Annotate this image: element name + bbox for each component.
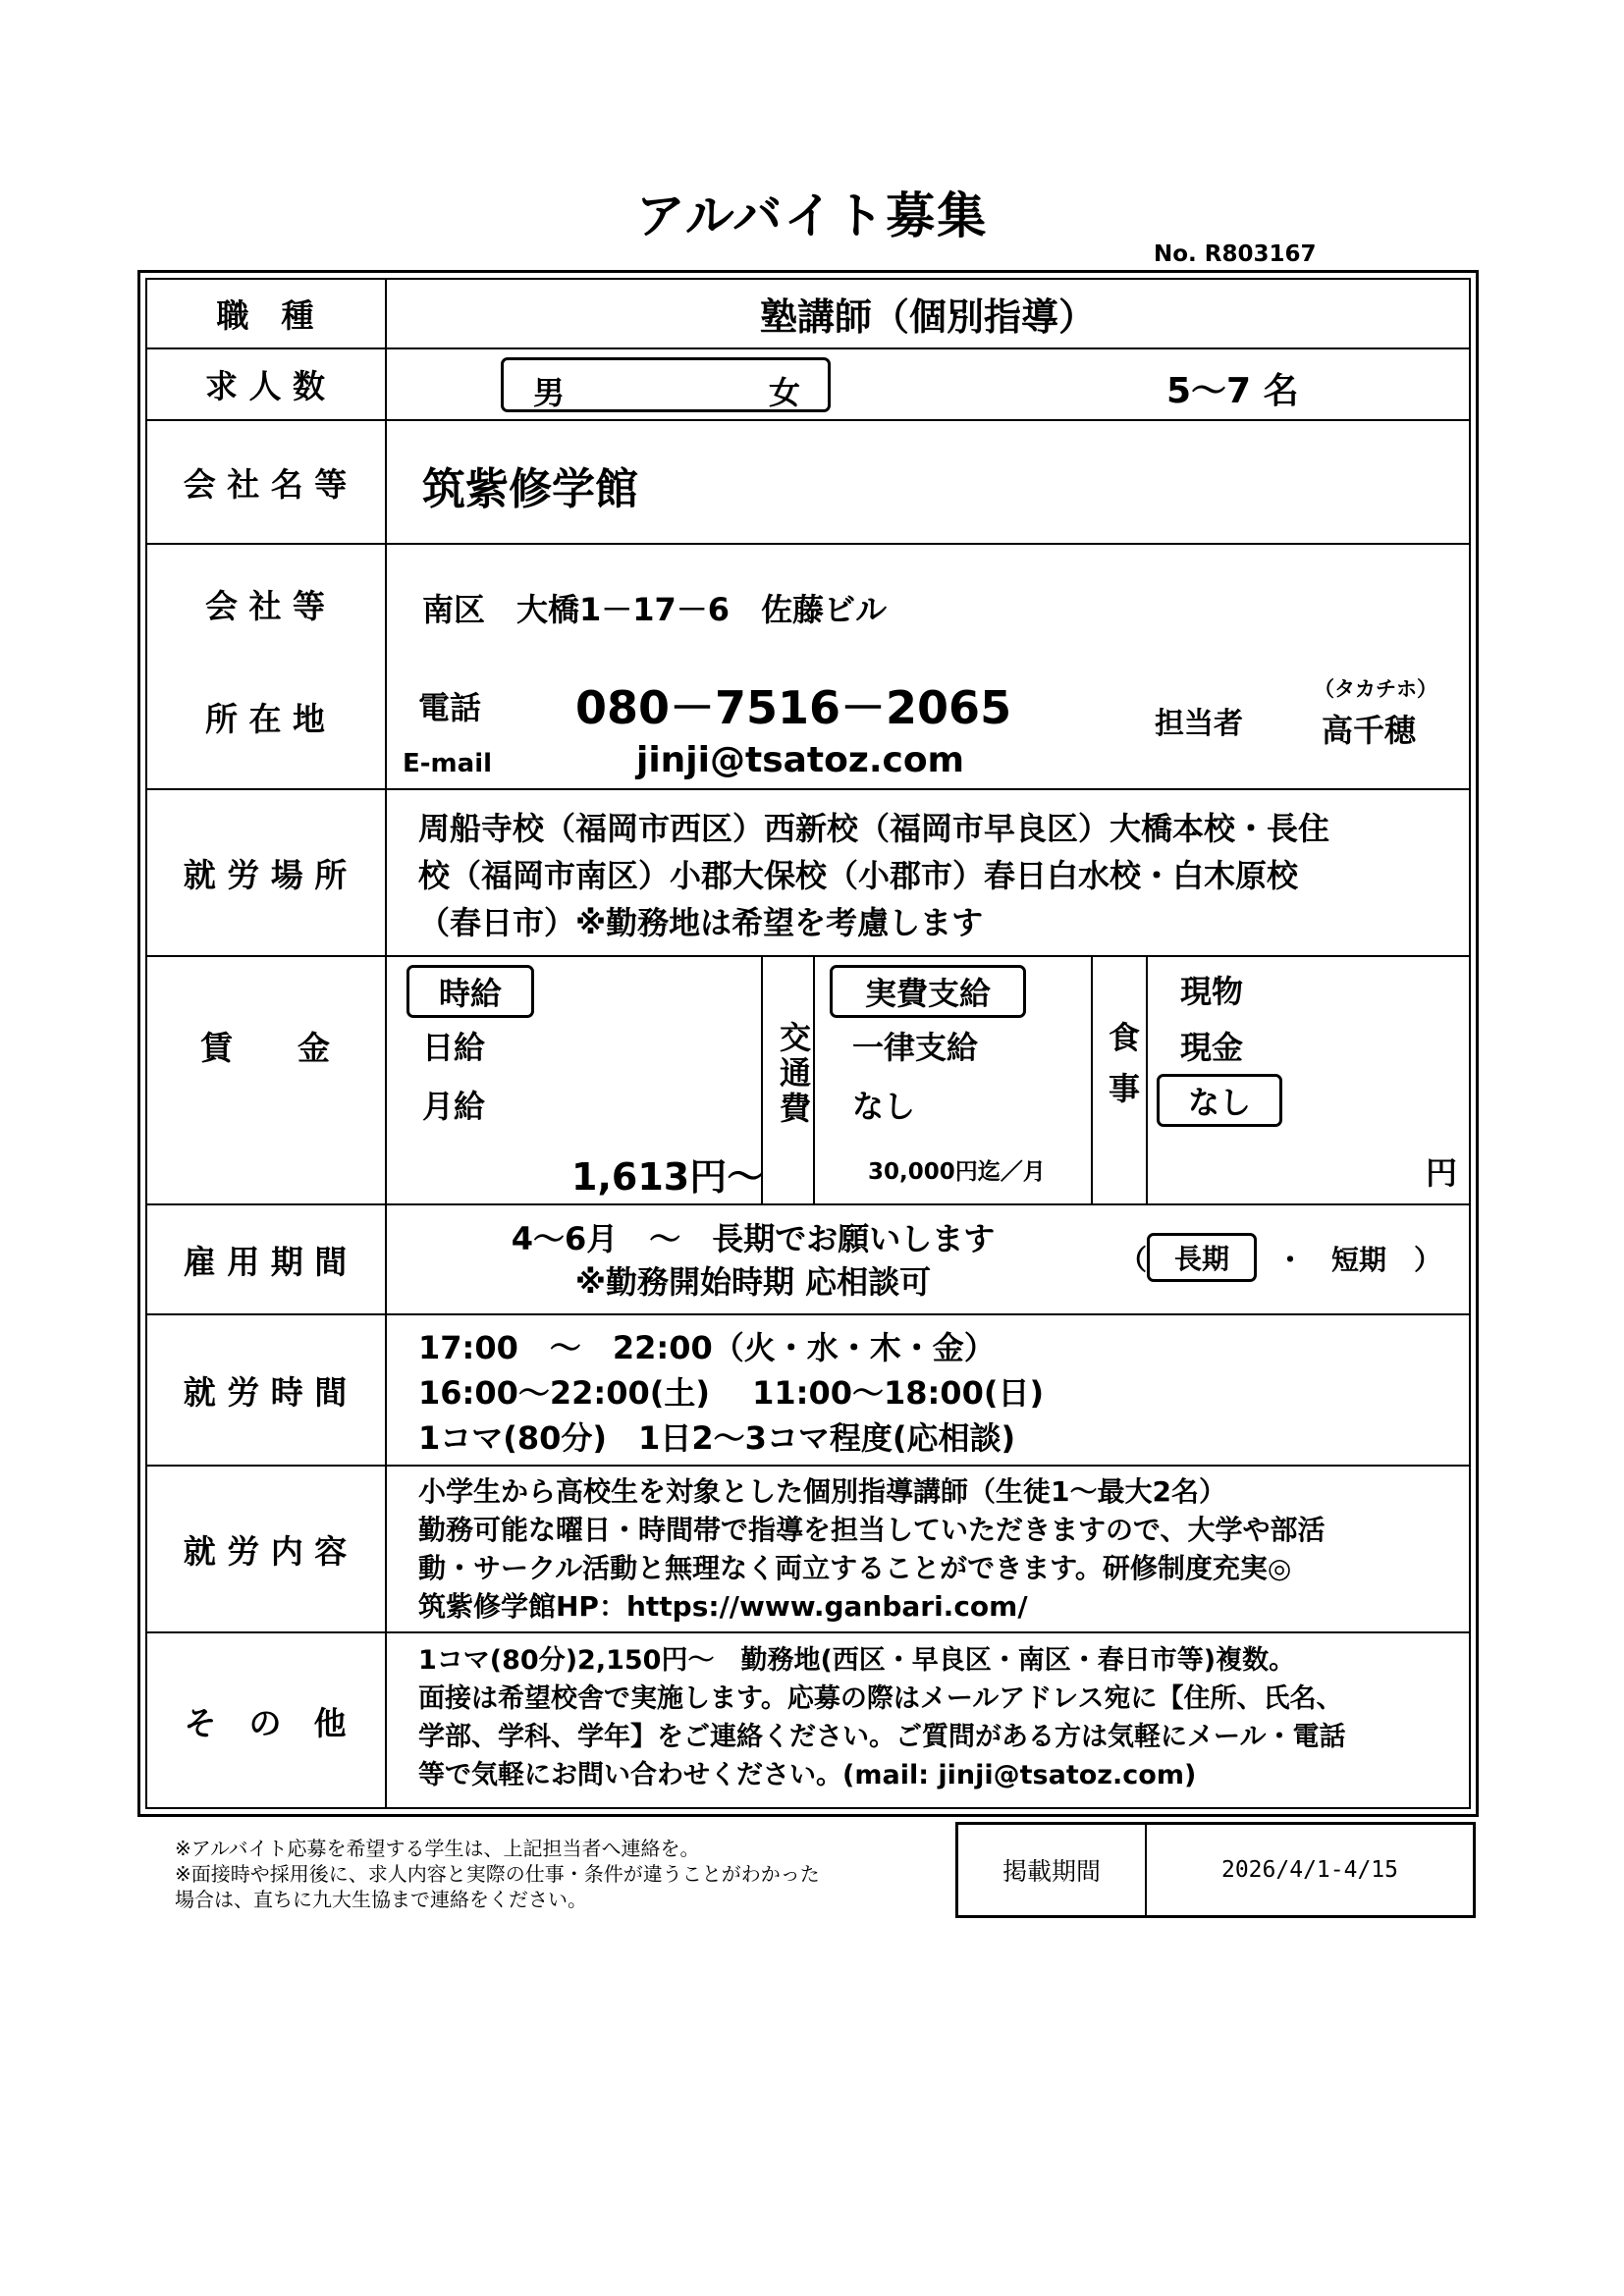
gender-female: 女 xyxy=(769,374,801,411)
wage-divider xyxy=(1091,955,1093,1203)
content-line: 筑紫修学館HP：https://www.ganbari.com/ xyxy=(418,1590,1028,1623)
email-label: E-mail xyxy=(403,749,493,778)
wage-type-daily: 日給 xyxy=(422,1029,486,1066)
phone-number: 080－7516－2065 xyxy=(575,681,1012,734)
label-headcount: 求 人 数 xyxy=(205,367,325,405)
company-address: 南区 大橋1－17－6 佐藤ビル xyxy=(422,591,888,628)
wage-amount: 1,613円〜 xyxy=(571,1155,765,1199)
gender-male: 男 xyxy=(533,374,566,411)
headcount-value: 5〜7 名 xyxy=(1166,371,1299,411)
meal-option-cash: 現金 xyxy=(1180,1029,1244,1066)
content-line: 小学生から高校生を対象とした個別指導講師（生徒1〜最大2名） xyxy=(418,1475,1226,1508)
label-content: 就 労 内 容 xyxy=(183,1531,348,1571)
label-company-location-2: 所 在 地 xyxy=(205,699,325,738)
hours-text xyxy=(418,1325,1044,1461)
email-address[interactable]: jinji@tsatoz.com xyxy=(636,740,965,780)
other-text xyxy=(418,1641,1345,1794)
workplace-line: 校（福岡市南区）小郡大保校（小郡市）春日白水校・白木原校 xyxy=(418,857,1299,894)
footer-note: ※面接時や採用後に、求人内容と実際の仕事・条件が違うことがわかった xyxy=(175,1862,820,1886)
transport-option-flat: 一律支給 xyxy=(852,1029,979,1066)
wage-type-hourly: 時給 xyxy=(406,965,534,1018)
contact-kana: （タカチホ） xyxy=(1314,677,1437,701)
document-number: No. R803167 xyxy=(1154,241,1317,267)
content-line: 勤務可能な曜日・時間帯で指導を担当していただきますので、大学や部活 xyxy=(418,1514,1326,1546)
meal-unit: 円 xyxy=(1426,1154,1458,1192)
label-hours: 就 労 時 間 xyxy=(183,1372,348,1412)
period-line-1: 4〜6月 〜 長期でお願いします xyxy=(511,1220,996,1257)
wage-divider xyxy=(1146,955,1148,1203)
label-workplace: 就 労 場 所 xyxy=(183,855,348,894)
content-text xyxy=(418,1472,1325,1626)
period-option-short: 短期 xyxy=(1331,1244,1387,1276)
transport-option-none: なし xyxy=(852,1088,916,1125)
footer-note: ※アルバイト応募を希望する学生は、上記担当者へ連絡を。 xyxy=(175,1837,700,1860)
other-line: 面接は希望校舎で実施します。応募の際はメールアドレス宛に【住所、氏名、 xyxy=(418,1683,1343,1714)
label-period: 雇 用 期 間 xyxy=(183,1242,348,1281)
footer-note: 場合は、直ちに九大生協まで連絡をください。 xyxy=(175,1888,587,1911)
label-company-location-1: 会 社 等 xyxy=(205,586,325,625)
posting-period-value: 2026/4/1-4/15 xyxy=(1220,1857,1398,1883)
meal-option-goods: 現物 xyxy=(1180,973,1244,1010)
workplace-line: （春日市）※勤務地は希望を考慮します xyxy=(418,904,984,941)
transport-limit: 30,000円迄／月 xyxy=(868,1159,1046,1185)
job-type-value: 塾講師（個別指導） xyxy=(759,295,1096,339)
meal-label: 食事 xyxy=(1104,1021,1141,1123)
label-other: そ の 他 xyxy=(184,1704,347,1742)
hours-line: 16:00〜22:00(土) 11:00〜18:00(日) xyxy=(418,1374,1045,1412)
period-close-paren: ） xyxy=(1414,1244,1442,1276)
row-divider xyxy=(145,543,1471,545)
period-text xyxy=(385,1217,1121,1304)
meal-option-none: なし xyxy=(1157,1074,1282,1127)
transport-label: 交通費 xyxy=(775,1021,812,1127)
company-name: 筑紫修学館 xyxy=(422,464,638,514)
posting-period-box xyxy=(955,1822,1476,1918)
period-separator: ・ xyxy=(1276,1244,1305,1276)
content-line: 動・サークル活動と無理なく両立することができます。研修制度充実◎ xyxy=(418,1552,1292,1584)
label-job-type: 職 種 xyxy=(216,296,314,335)
workplace-line: 周船寺校（福岡市西区）西新校（福岡市早良区）大橋本校・長住 xyxy=(418,810,1330,847)
contact-label: 担当者 xyxy=(1155,707,1243,741)
period-open-paren: （ xyxy=(1119,1244,1148,1276)
gender-box xyxy=(501,357,831,412)
wage-type-monthly: 月給 xyxy=(422,1088,486,1125)
page-title: アルバイト募集 xyxy=(635,187,989,244)
period-option-long: 長期 xyxy=(1147,1233,1257,1282)
posting-period-label: 掲載期間 xyxy=(1001,1857,1101,1886)
other-line: 学部、学科、学年】をご連絡ください。ご質問がある方は気軽にメール・電話 xyxy=(418,1722,1346,1752)
hours-line: 1コマ(80分) 1日2〜3コマ程度(応相談) xyxy=(418,1419,1016,1457)
other-line: 1コマ(80分)2,150円〜 勤務地(西区・早良区・南区・春日市等)複数。 xyxy=(418,1645,1296,1676)
hours-line: 17:00 〜 22:00（火・水・木・金） xyxy=(418,1329,996,1366)
contact-name: 高千穂 xyxy=(1322,712,1417,749)
label-wage: 賃 金 xyxy=(200,1028,330,1067)
label-company: 会 社 名 等 xyxy=(183,464,348,504)
workplace-text xyxy=(418,805,1329,946)
transport-option-actual: 実費支給 xyxy=(830,965,1026,1018)
other-line: 等で気軽にお問い合わせください。(mail: jinji@tsatoz.com) xyxy=(418,1760,1197,1790)
phone-label: 電話 xyxy=(418,689,482,726)
label-column-divider xyxy=(385,278,387,1809)
footer-notes xyxy=(175,1836,820,1912)
period-line-2: ※勤務開始時期 応相談可 xyxy=(574,1263,932,1301)
